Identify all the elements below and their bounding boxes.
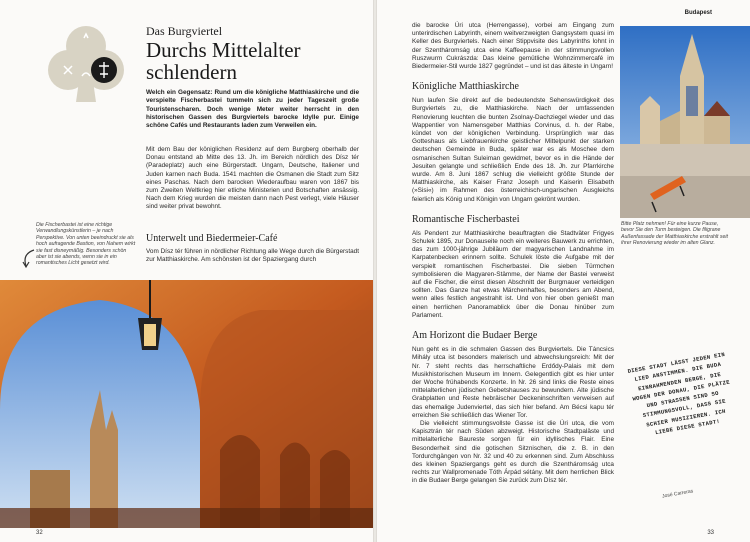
quote-source: José Carreras xyxy=(661,488,694,500)
body-paragraph-2: Vom Dísz tér führen in nördlicher Richtung alle Wege durch die Bürgerstadt zur Matthiaskirche. Am schönsten ist der Spaziergang durch xyxy=(146,248,360,264)
section-kicker: Das Burgviertel xyxy=(146,24,223,38)
running-head: Budapest xyxy=(684,10,712,16)
section-heading-matthiaskirche: Königliche Matthiaskirche xyxy=(412,81,519,93)
body-paragraph-3: die barocke Úri utca (Herrengasse), vorbei am Eingang zum unterirdischen Labyrinth, einem weitverzweigten Gangsystem quasi im Keller des Burgviertels. Nach einer Stippvisite des Labyrinths lohnt in der Szentháromság utca eine Kaffeepause in der stimmungsvollen Ruszwurm Cukrászda: Das kleine gemütliche Wohnzimmercafé im Biedermeier-Stil wurde 1827 gegründet – und ist das älteste in Ungarn! xyxy=(412,22,614,71)
section-heading-fischerbastei: Romantische Fischerbastei xyxy=(412,213,520,225)
quote-text: DIESE STADT LÄSST JEDEN EIN LIED ANSTIMMEN. DIE BUDA EINRAHMENDEN BERGE, DIE WOGEN DER DONAU, DIE PLÄTZE UND STRASSEN SIND SO STIMMUNGSVOLL, DASS SIE SCHIER MUSIZIEREN. ICH LIEBE DIESE STADT! xyxy=(627,350,731,437)
right-text-column xyxy=(412,22,614,486)
matthias-church-photo xyxy=(620,26,750,218)
photo-caption-right: Bitte Platz nehmen! Für eine kurze Pause, bevor Sie den Turm besteigen. Die filigrane Außenfassade der Matthiaskirche erstrahlt seit ihrer Renovierung wieder im alten Glanz. xyxy=(621,221,728,247)
section-heading-unterwelt: Unterwelt und Biedermeier-Café xyxy=(146,233,278,244)
pull-quote xyxy=(627,350,732,500)
right-page xyxy=(377,0,750,542)
fisherman-bastion-photo xyxy=(0,280,373,528)
club-emblem-icon xyxy=(38,24,134,104)
page-number-left: 32 xyxy=(36,530,43,536)
body-paragraph-6: Nun geht es in die schmalen Gassen des Burgviertels. Die Táncsics Mihály utca ist besonders malerisch und abwechslungsreich: Mit der Nr. 7 steht rechts das herrschaftliche Erdődy-Palais mit dem Musikhistorischen Museum im Innern. Gelegentlich gibt es hier unter der Woche frühabends Konzerte. In Nr. 26 sind links die Reste eines mittelalterlichen jüdischen Gebetshauses zu bewundern. Alte jüdische Grabplatten und Reste hebräischer Deckeninschriften verweisen auf das ehemalige Judenviertel, das sich hier befand. Am Bécsi kapu tér erreichen Sie schließlich das Wiener Tor. xyxy=(412,346,614,419)
body-paragraph-7: Die vielleicht stimmungsvollste Gasse ist die Úri utca, die vom Kapisztrán tér nach Süden abzweigt. Historische Stadtpaläste und mittelalterliche Baureste sorgen für ein idyllisches Flair. Eine Besonderheit sind die gotischen Sitznischen, die z. B. in den Tordurchgängen von Nr. 32 und 40 zu erkennen sind. Zum Abschluss des kleinen Spaziergangs geht es durch die Szentháromság utca rechts zur Wallpromenade Tóth Árpád sétány. Mit dem herrlichen Blick in die Budaer Berge gelangen Sie zurück zum Dísz tér. xyxy=(412,419,614,485)
curved-arrow-icon xyxy=(20,248,38,270)
page-title: Durchs Mittelalter schlendern xyxy=(146,38,301,84)
left-page xyxy=(0,0,373,542)
intro-paragraph: Welch ein Gegensatz: Rund um die königliche Matthiaskirche und die verspielte Fischerbastei tummeln sich zu jeder Tageszeit große Touristenscharen. Doch wenige Meter weiter herrscht in den historischen Gassen des Burgviertels barocke Idylle pur. Einige schöne Cafés und Restaurants laden zum Verweilen ein. xyxy=(146,89,359,130)
body-paragraph-1: Mit dem Bau der königlichen Residenz auf dem Burgberg oberhalb der Donau entstand ab Mitte des 13. Jh. im Bereich nördlich des Dísz tér (Paradeplatz) auch eine Bürgerstadt. Ungarn, Deutsche, Italiener und Juden karnen nach Buda. 1541 machten die Osmanen die Stadt zum Sitz eines Paschas. Nach dem barocken Wiederaufbau waren von 1867 bis zum Zweiten Weltkrieg hier etliche Ministerien und Botschaften ansässig. Nach dem Krieg wurden die meisten dann nach Pest verlegt, viele Häuser sind weiter privat bewohnt. xyxy=(146,146,359,211)
photo-caption-left: Die Fischerbastei ist eine richtige Verwandlungskünstlerin – je nach Perspektive. Von unten beeindruckt sie als hoch aufragende Bastion, von Nahem wirkt sie fast disneymäßig. Besonders schön aber ist sie abends, wenn sie in ein romantisches Licht gesetzt wird. xyxy=(36,222,136,267)
body-paragraph-4: Nun laufen Sie direkt auf die bedeutendste Sehenswürdigkeit des Burgviertels zu, die Matthiaskirche. Nach der umfassenden Renovierung leuchten die bunten Zsolnay-Dachziegel wieder und das Wappentier von Namensgeber Matthias Corvinus, d. h. der Rabe, kündet von der königlichen Verbindung. Ursprünglich war das Gotteshaus als Liebfrauenkirche geistlicher Mittelpunkt der starken deutschen Gemeinde in Buda, später war es als Moschee dem osmanischen Sultan Suleiman gewidmet, bevor es in die Hände der Jesuiten gelangte und schließlich Ende des 18. Jh. zur Pfarrkirche wurde. Am 8. Juni 1867 schlug die vielleicht größte Stunde der Matthiaskirche, als Kaiser Franz Joseph und Kaiserin Elisabeth (»Sisi«) im Rahmen des österreichisch-ungarischen Ausgleichs feierlich als König und Königin von Ungarn gekrönt wurden. xyxy=(412,97,614,203)
body-paragraph-5: Als Pendent zur Matthiaskirche beauftragten die Stadtväter Frigyes Schulek 1895, zur Donauseite noch ein weiteres Bauwerk zu errichten, das zum 1000-jährige Jubiläum der magyarischen Landnahme im Karpatenbecken erinnern sollte. Schulek löste die Aufgabe mit der verspielt romantischen Fischerbastei. Die sieben Türmchen symbolisieren die Magyaren-Stämme, der Name der Bastei verweist auf die Fischer, die einst diesen Abschnitt der Burgmauer verteidigen sollten. Das Ganze hat etwas Märchenhaftes, besonders am Abend, wenn alles festlich angestrahlt ist. Und von hier oben genießt man einen herrlichen Panoramablick über die Donau hinüber zum Parlament. xyxy=(412,229,614,319)
page-number-right: 33 xyxy=(707,530,714,536)
section-heading-budaer-berge: Am Horizont die Budaer Berge xyxy=(412,330,538,342)
